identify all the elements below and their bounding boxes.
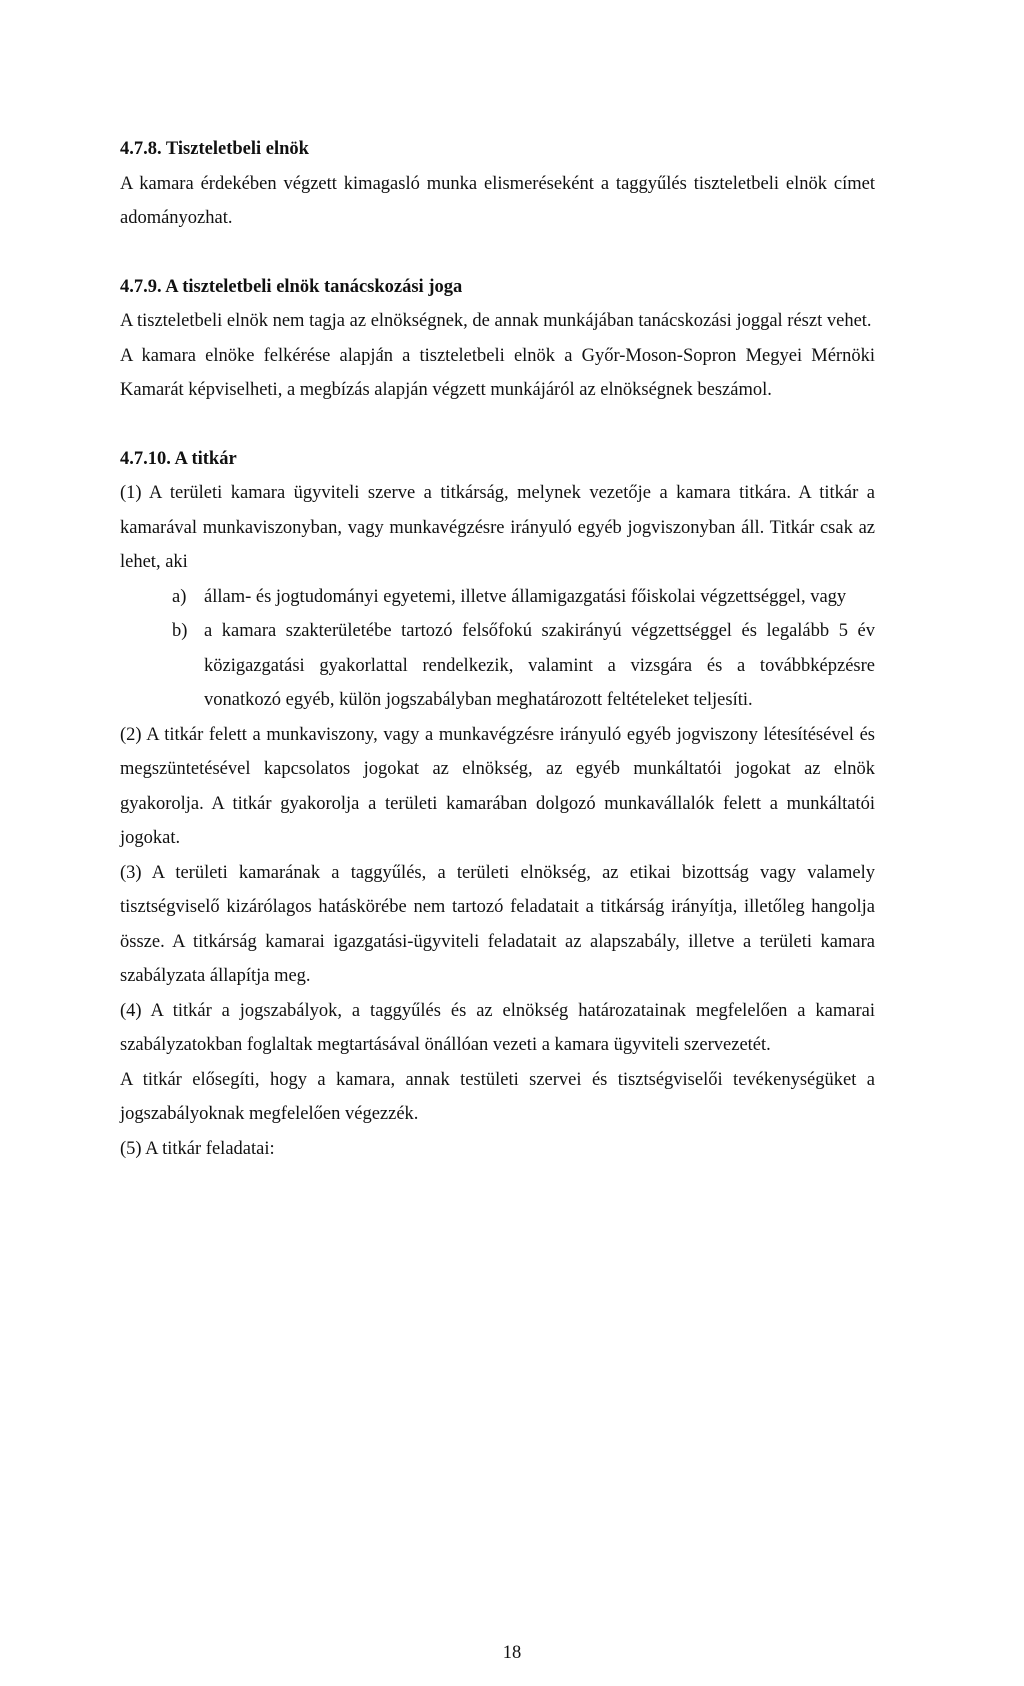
- page-content: [120, 132, 875, 1166]
- list-marker: a): [172, 586, 187, 607]
- paragraph-advisory-right: A tiszteletbeli elnök nem tagja az elnökségnek, de annak munkájában tanácskozási joggal részt vehet.: [120, 311, 872, 331]
- list-item: [172, 614, 875, 718]
- paragraph-secretary-4: (4) A titkár a jogszabályok, a taggyűlés és az elnökség határozatainak megfelelően a kamarai szabályzatokban foglaltak megtartásával önállóan vezeti a kamara ügyviteli szervezetét.: [120, 1000, 875, 1055]
- page-number: 18: [502, 1643, 522, 1663]
- paragraph-secretary-promotes: A titkár elősegíti, hogy a kamara, annak testületi szervei és tisztségviselői tevékenységüket a jogszabályoknak megfelelően végezzék.: [120, 1069, 875, 1124]
- list-item-text: a kamara szakterületébe tartozó felsőfokú szakirányú végzettséggel és legalább 5 év közigazgatási gyakorlattal rendelkezik, valamint a vizsgára és a továbbképzésre vonatkozó egyéb, külön jogszabályban meghatározott feltételeket teljesíti.: [204, 621, 875, 710]
- section-heading-4-7-8: 4.7.8. Tiszteletbeli elnök: [120, 139, 309, 159]
- list-marker: b): [172, 621, 188, 641]
- section-heading-4-7-9: 4.7.9. A tiszteletbeli elnök tanácskozási joga: [120, 276, 463, 297]
- paragraph-secretary-5: (5) A titkár feladatai:: [120, 1138, 275, 1159]
- qualification-list: [120, 580, 875, 718]
- list-item-text: állam- és jogtudományi egyetemi, illetve államigazgatási főiskolai végzettséggel, vagy: [204, 586, 847, 607]
- section-spacer: [120, 408, 875, 442]
- section-spacer: [120, 236, 875, 270]
- paragraph-secretary-1: (1) A területi kamara ügyviteli szerve a titkárság, melynek vezetője a kamara titkára. A titkár a kamarával munkaviszonyban, vagy munkavégzésre irányuló egyéb jogviszonyban áll. Titkár csak az lehet, aki: [120, 483, 875, 572]
- paragraph-secretary-2: (2) A titkár felett a munkaviszony, vagy a munkavégzésre irányuló egyéb jogviszony létesítésével és megszüntetésével kapcsolatos jogokat az elnökség, az egyéb munkáltatói jogokat az elnök gyakorolja. A titkár gyakorolja a területi kamarában dolgozó munkavállalók felett a munkáltatói jogokat.: [120, 724, 875, 848]
- paragraph-honorary-president-title: A kamara érdekében végzett kimagasló munka elismeréseként a taggyűlés tiszteletbeli elnök címet adományozhat.: [120, 173, 875, 228]
- section-heading-4-7-10: 4.7.10. A titkár: [120, 448, 237, 469]
- paragraph-representation: A kamara elnöke felkérése alapján a tiszteletbeli elnök a Győr-Moson-Sopron Megyei Mérnöki Kamarát képviselheti, a megbízás alapján végzett munkájáról az elnökségnek beszámol.: [120, 345, 875, 400]
- paragraph-secretary-3: (3) A területi kamarának a taggyűlés, a területi elnökség, az etikai bizottság vagy valamely tisztségviselő kizárólagos hatáskörébe nem tartozó feladatait a titkárság irányítja, illetőleg hangolja össze. A titkárság kamarai igazgatási-ügyviteli feladatait az alapszabály, illetve a területi kamara szabályzata állapítja meg.: [120, 862, 875, 986]
- list-item: [172, 580, 875, 615]
